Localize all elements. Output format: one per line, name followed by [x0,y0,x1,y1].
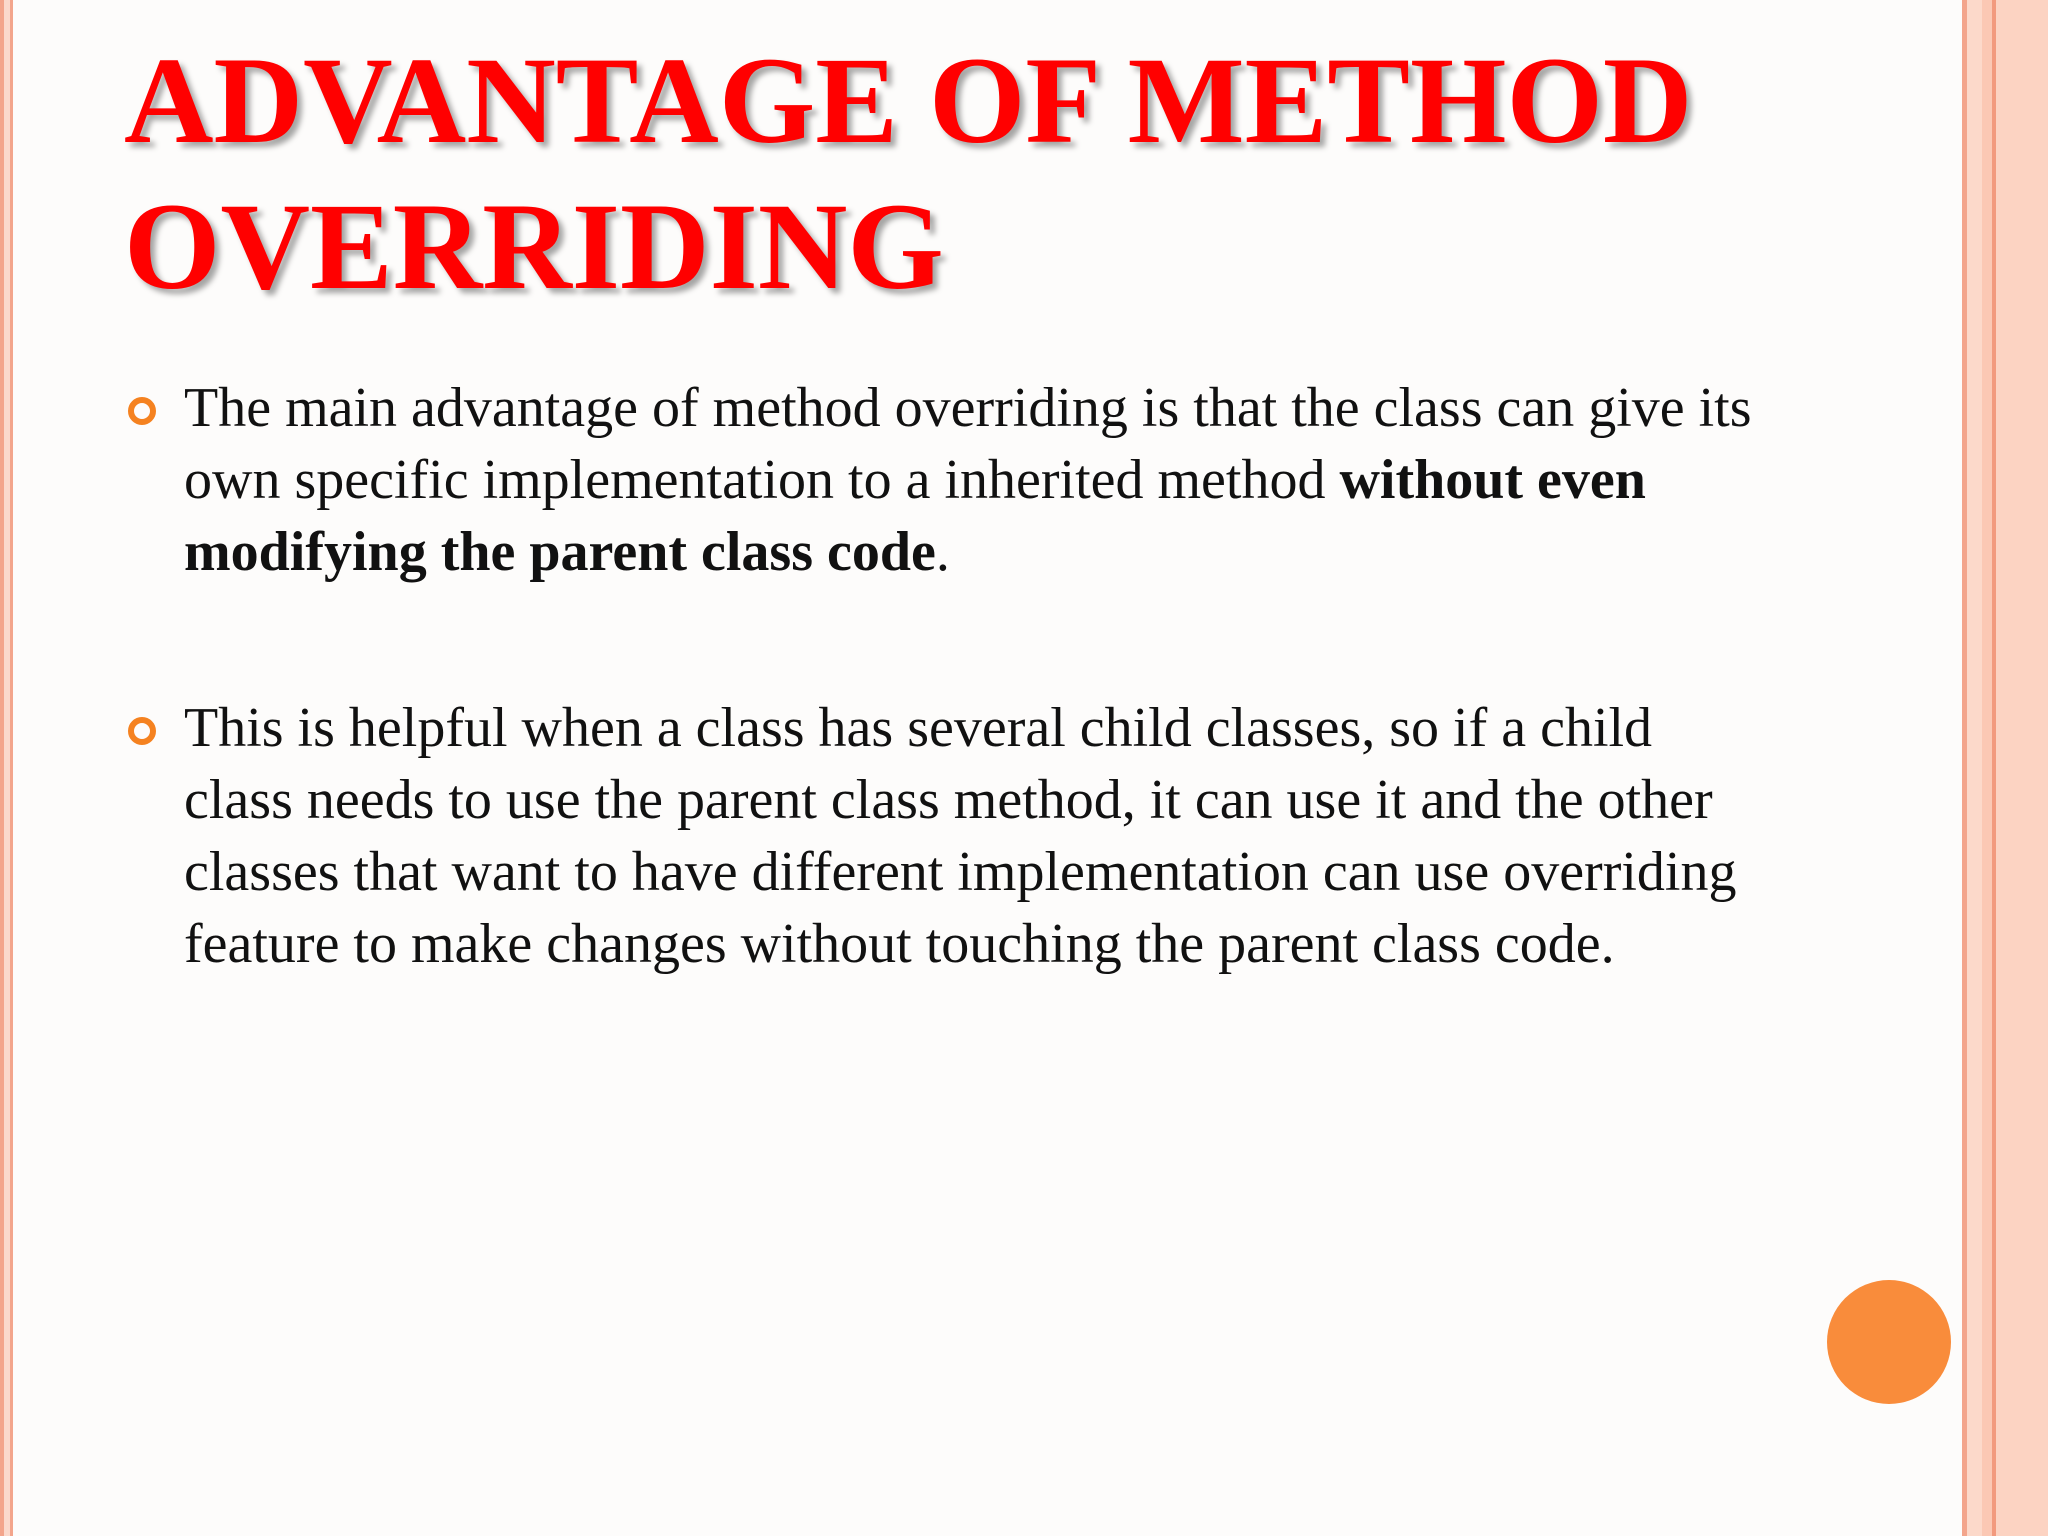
bullet-text-bold: without even modifying the parent class code [184,449,1646,583]
hollow-circle-bullet-icon [128,397,156,425]
bullet-text [184,697,1736,975]
bullet-list [128,372,1768,980]
right-border-stripe [1996,0,2048,1536]
left-border-stripe [10,0,13,1536]
bullet-item [128,692,1768,980]
right-border-stripe [1967,0,1982,1536]
decorative-circle-icon [1827,1280,1951,1404]
right-border-stripe [1982,0,1992,1536]
bullet-item [128,372,1768,588]
bullet-text-regular: . [935,521,950,583]
slide-title: ADVANTAGE OF METHOD OVERRIDING [124,32,1693,315]
bullet-text [184,377,1752,583]
hollow-circle-bullet-icon [128,717,156,745]
bullet-text-regular: This is helpful when a class has several child classes, so if a child class needs to use the parent class method, it can use it and the other classes that want to have different implementation can use overriding feature to make changes without touching the parent class code. [184,697,1737,975]
bullet-text-regular: The main advantage of method overriding is that the class can give its own specific implementation to a inherited method [184,377,1752,511]
